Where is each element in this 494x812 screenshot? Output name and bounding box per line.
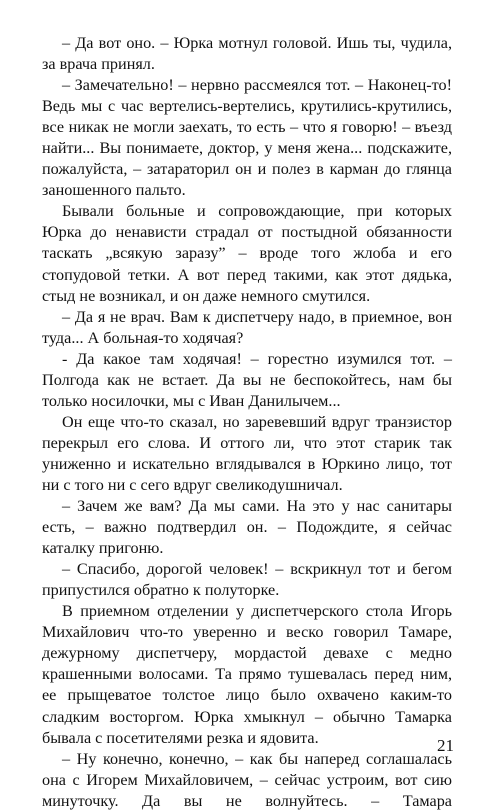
paragraph: – Зачем же вам? Да мы сами. На это у нас санитары есть, – важно подтвердил он. – Подождите, я сейчас каталку пригоню.: [42, 497, 452, 558]
page-number: 21: [437, 736, 454, 755]
paragraph: Он еще что-то сказал, но заревевший вдруг транзистор перекрыл его слова. И оттого ли, что этот старик так униженно и искательно вглядывался в Юркино лицо, тот ни с того ни с сего вдруг свеликодушничал.: [42, 412, 452, 494]
paragraph: - Да какое там ходячая! – горестно изумился тот. – Полгода как не встает. Да вы не беспокойтесь, нам бы только носилочки, мы с Иван Данилычем...: [42, 349, 452, 410]
paragraph: – Да я не врач. Вам к диспетчеру надо, в приемное, вон туда... А больная-то ходячая?: [42, 307, 452, 347]
paragraph: Бывали больные и сопровождающие, при которых Юрка до ненависти страдал от постыдной обязанности таскать „всякую заразу” – вроде того жлоба и его стопудовой тетки. А вот перед такими, как этот дядька, стыд не возникал, и он даже немного смутился.: [42, 202, 452, 305]
paragraph: – Спасибо, дорогой человек! – вскрикнул тот и бегом припустился обратно к полуторке.: [42, 560, 452, 600]
paragraph: В приемном отделении у диспетчерского стола Игорь Михайлович что-то уверенно и веско говорил Тамаре, дежурному диспетчеру, мордастой девахе с медно крашенными волосами. Та прямо тушевалась перед ним, ее прыщеватое толстое лицо было охвачено каким-то сладким восторгом. Юрка хмыкнул – обычно Тамарка бывала с посетителями резка и ядовита.: [42, 602, 452, 747]
paragraph: – Ну конечно, конечно, – как бы наперед соглашалась она с Игорем Михайловичем, – сейчас устроим, вот сию минуточку. Да вы не волнуйтесь. – Тамара: [42, 749, 452, 810]
body-text: [42, 33, 452, 812]
paragraph: – Замечательно! – нервно рассмеялся тот. – Наконец-то! Ведь мы с час вертелись-вертелись, крутились-крутились, все никак не могли заехать, то есть – что я говорю! – въезд найти... Вы понимаете, доктор, у меня жена... подскажите, пожалуйста, – затараторил он и полез в карман до глянца заношенного пальто.: [42, 76, 452, 200]
paragraph: – Да вот оно. – Юрка мотнул головой. Ишь ты, чудила, за врача принял.: [42, 34, 452, 74]
